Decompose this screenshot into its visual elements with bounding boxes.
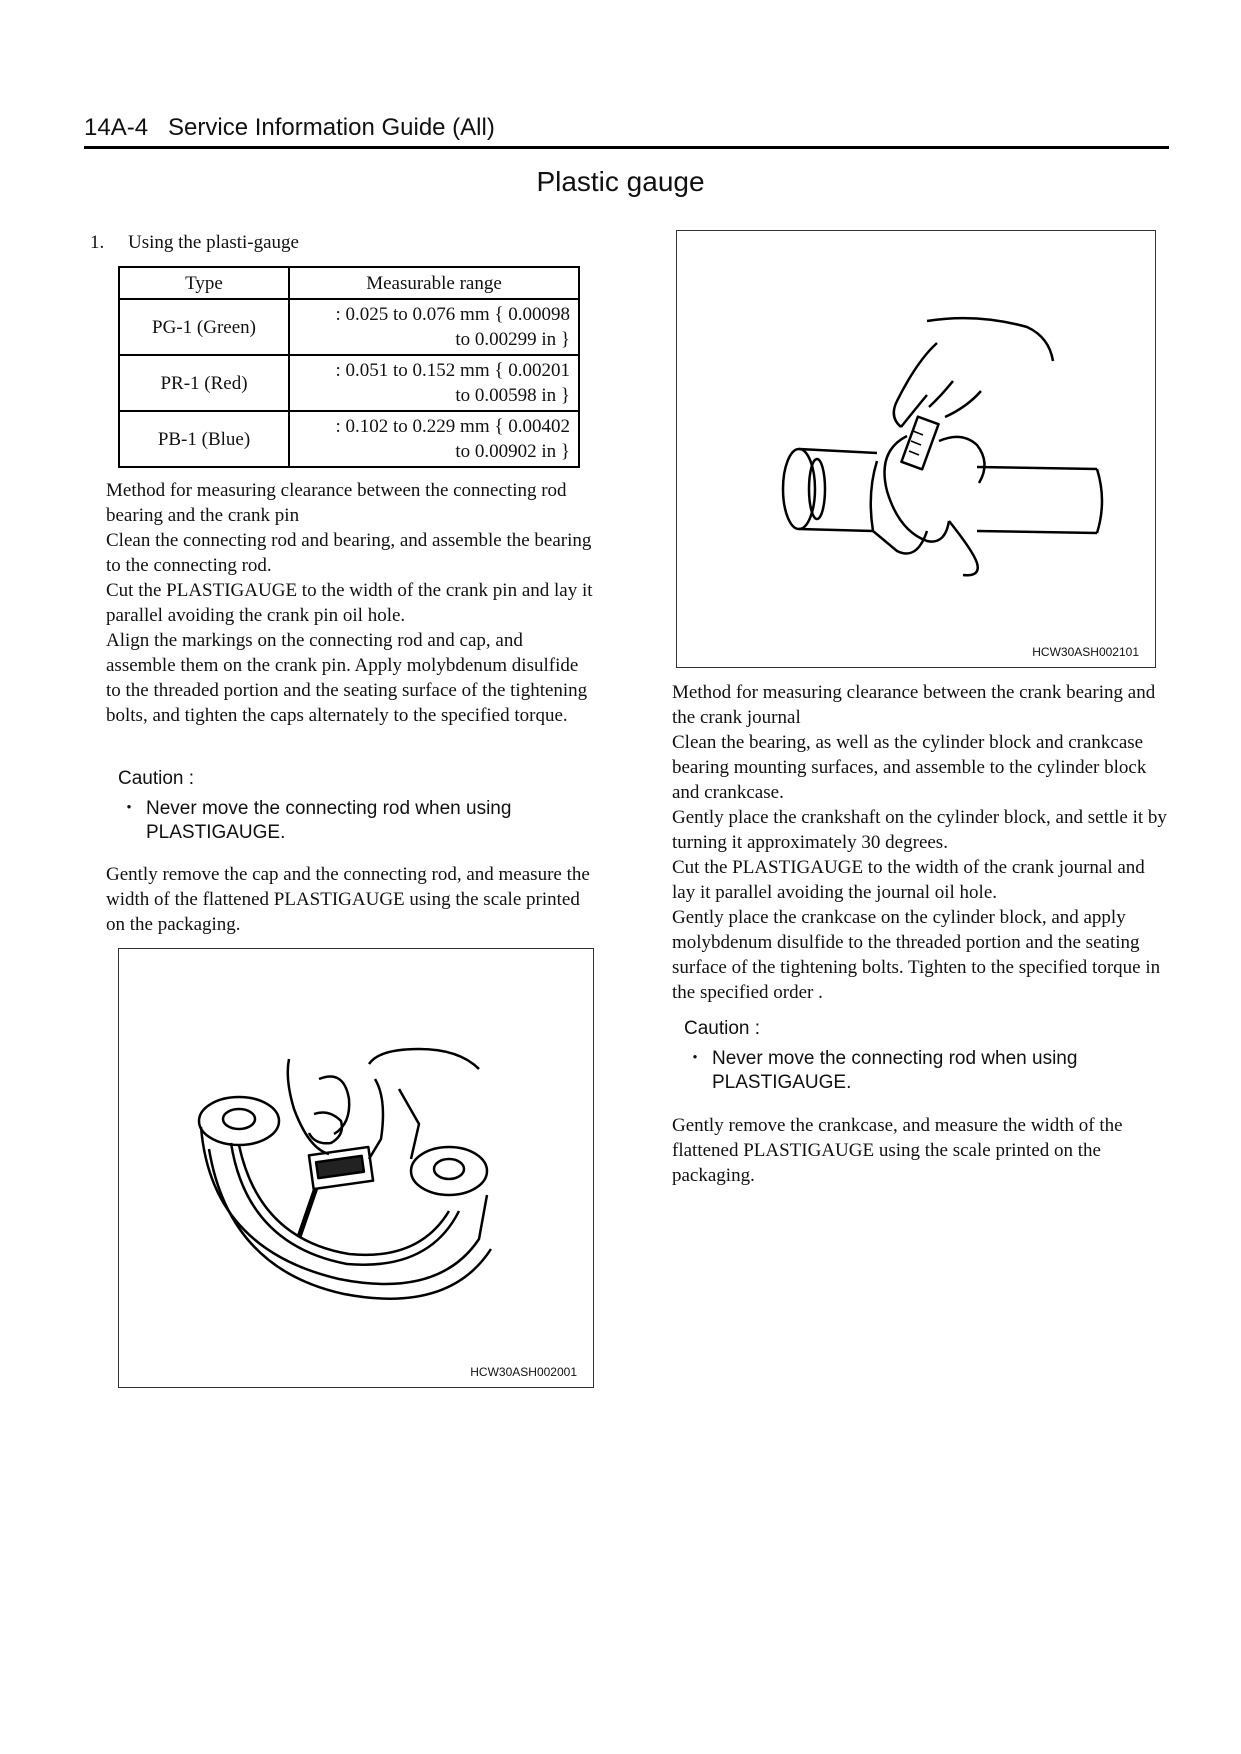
table-header-range: Measurable range bbox=[289, 267, 579, 299]
table-cell-range bbox=[289, 411, 579, 467]
table-header-row bbox=[119, 267, 579, 299]
left-caution bbox=[106, 767, 600, 845]
range-line: to 0.00299 in } bbox=[455, 329, 570, 350]
step-number: 1. bbox=[90, 232, 105, 253]
left-after-caution bbox=[106, 862, 600, 937]
table-row bbox=[119, 355, 579, 411]
procedure-step: Cut the PLASTIGAUGE to the width of the crank journal and lay it parallel avoiding the journal oil hole. bbox=[672, 857, 1145, 903]
caution-label: Caution : bbox=[684, 1018, 761, 1039]
procedure-step: Gently place the crankcase on the cylinder block, and apply molybdenum disulfide to the threaded portion and the seating surface of the tightening bolts. Tighten to the specified torque in the specified order . bbox=[672, 907, 1161, 1003]
caution-text: Never move the connecting rod when using PLASTIGAUGE. bbox=[146, 798, 512, 843]
caution-item bbox=[106, 797, 600, 845]
after-caution-text: Gently remove the crankcase, and measure the width of the flattened PLASTIGAUGE using the scale printed on the packaging. bbox=[672, 1115, 1123, 1186]
procedure-step: Clean the bearing, as well as the cylinder block and crankcase bearing mounting surfaces, and assemble to the cylinder block and crankcase. bbox=[672, 732, 1147, 803]
procedure-heading: Method for measuring clearance between the crank bearing and the crank journal bbox=[672, 682, 1156, 728]
figure-crankshaft bbox=[676, 230, 1156, 668]
step-text: Using the plasti-gauge bbox=[128, 232, 299, 253]
page-header bbox=[84, 112, 1169, 149]
procedure-step: Clean the connecting rod and bearing, and assemble the bearing to the connecting rod. bbox=[106, 530, 592, 576]
range-line: to 0.00598 in } bbox=[455, 385, 570, 406]
bullet-icon: ・ bbox=[119, 798, 139, 819]
step-1 bbox=[90, 230, 299, 255]
range-line: : 0.051 to 0.152 mm { 0.00201 bbox=[335, 360, 570, 381]
bullet-icon: ・ bbox=[685, 1048, 705, 1069]
crankshaft-illustration bbox=[677, 231, 1155, 667]
after-caution-text: Gently remove the cap and the connecting rod, and measure the width of the flattened PLASTIGAUGE using the scale printed on the packaging. bbox=[106, 864, 590, 935]
right-caution bbox=[672, 1017, 1169, 1095]
caution-text: Never move the connecting rod when using PLASTIGAUGE. bbox=[712, 1048, 1078, 1093]
procedure-step: Align the markings on the connecting rod and cap, and assemble them on the crank pin. Apply molybdenum disulfide to the threaded portion and the seating surface of the tightening bolts, and tighten the caps alternately to the specified torque. bbox=[106, 630, 588, 726]
table-cell-type: PG-1 (Green) bbox=[119, 299, 289, 355]
right-procedure bbox=[672, 680, 1169, 1005]
table-cell-range bbox=[289, 299, 579, 355]
range-line: : 0.025 to 0.076 mm { 0.00098 bbox=[335, 304, 570, 325]
range-line: : 0.102 to 0.229 mm { 0.00402 bbox=[335, 416, 570, 437]
table-header-type: Type bbox=[119, 267, 289, 299]
table-cell-type: PR-1 (Red) bbox=[119, 355, 289, 411]
procedure-heading: Method for measuring clearance between the connecting rod bearing and the crank pin bbox=[106, 480, 567, 526]
caution-item bbox=[672, 1047, 1169, 1095]
caution-label: Caution : bbox=[118, 768, 195, 789]
left-procedure bbox=[106, 478, 596, 728]
table-cell-range bbox=[289, 355, 579, 411]
table-row bbox=[119, 299, 579, 355]
connecting-rod-cap-illustration bbox=[119, 949, 593, 1387]
figure-connecting-rod-cap bbox=[118, 948, 594, 1388]
table-row bbox=[119, 411, 579, 467]
table-cell-type: PB-1 (Blue) bbox=[119, 411, 289, 467]
right-after-caution bbox=[672, 1113, 1169, 1188]
header-title: 14A-4 Service Information Guide (All) bbox=[84, 114, 495, 141]
procedure-step: Gently place the crankshaft on the cylinder block, and settle it by turning it approximately 30 degrees. bbox=[672, 807, 1167, 853]
figure-caption: HCW30ASH002001 bbox=[470, 1365, 577, 1379]
range-line: to 0.00902 in } bbox=[455, 441, 570, 462]
gauge-range-table bbox=[118, 266, 580, 468]
procedure-step: Cut the PLASTIGAUGE to the width of the crank pin and lay it parallel avoiding the crank pin oil hole. bbox=[106, 580, 593, 626]
figure-caption: HCW30ASH002101 bbox=[1032, 645, 1139, 659]
section-title: Plastic gauge bbox=[536, 166, 705, 197]
